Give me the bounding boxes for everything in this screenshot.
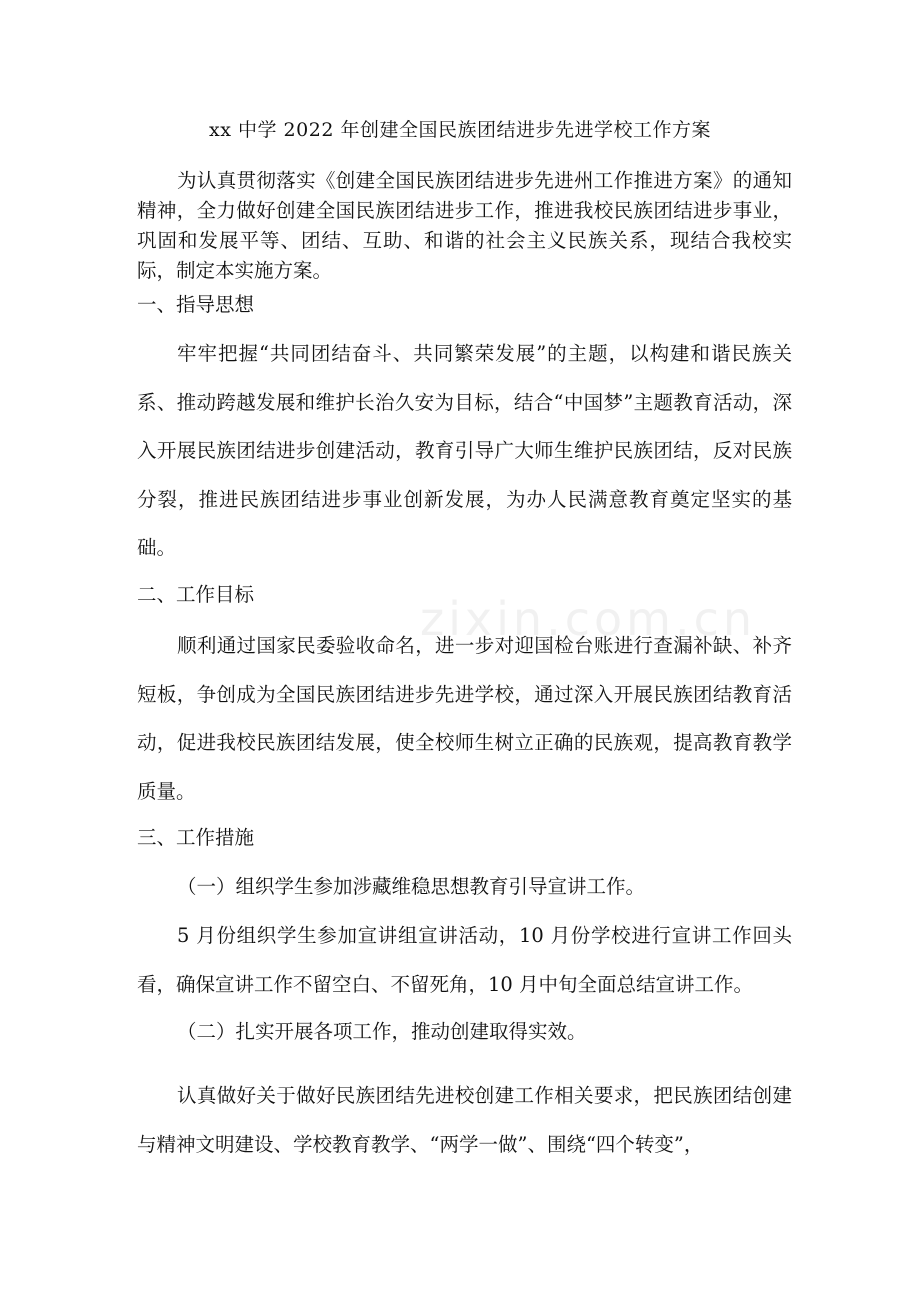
section2-heading: 二、工作目标 — [137, 583, 255, 606]
section2-body: 顺利通过国家民委验收命名，进一步对迎国检台账进行查漏补缺、补齐短板，争创成为全国民族团结进步先进学校，通过深入开展民族团结教育活动，促进我校民族团结发展，使全校师生树立正确的民族观，提高教育教学质量。 — [137, 634, 792, 803]
section3-sub2-heading: （二）扎实开展各项工作，推动创建取得实效。 — [177, 1020, 587, 1043]
section3-sub1-heading: （一）组织学生参加涉藏维稳思想教育引导宣讲工作。 — [177, 875, 646, 898]
section1-body: 牢牢把握“共同团结奋斗、共同繁荣发展”的主题，以构建和谐民族关系、推动跨越发展和维护长治久安为目标，结合“中国梦”主题教育活动，深入开展民族团结进步创建活动，教育引导广大师生维护民族团结，反对民族分裂，推进民族团结进步事业创新发展，为办人民满意教育奠定坚实的基础。 — [137, 342, 792, 559]
section3-sub2-body: 认真做好关于做好民族团结先进校创建工作相关要求，把民族团结创建与精神文明建设、学校教育教学、“两学一做”、围绕“四个转变”， — [137, 1084, 792, 1156]
section1-heading: 一、指导思想 — [137, 293, 255, 316]
section3-sub1-body: 5 月份组织学生参加宣讲组宣讲活动，10 月份学校进行宣讲工作回头看，确保宣讲工作不留空白、不留死角，10 月中旬全面总结宣讲工作。 — [137, 924, 792, 996]
section3-heading: 三、工作措施 — [137, 826, 255, 849]
intro-paragraph: 为认真贯彻落实《创建全国民族团结进步先进州工作推进方案》的通知精神，全力做好创建全国民族团结进步工作，推进我校民族团结进步事业，巩固和发展平等、团结、互助、和谐的社会主义民族关系，现结合我校实际，制定本实施方案。 — [137, 169, 792, 282]
document-title: xx 中学 2022 年创建全国民族团结进步先进学校工作方案 — [209, 119, 711, 141]
watermark: zixin.com.cn — [420, 592, 757, 646]
